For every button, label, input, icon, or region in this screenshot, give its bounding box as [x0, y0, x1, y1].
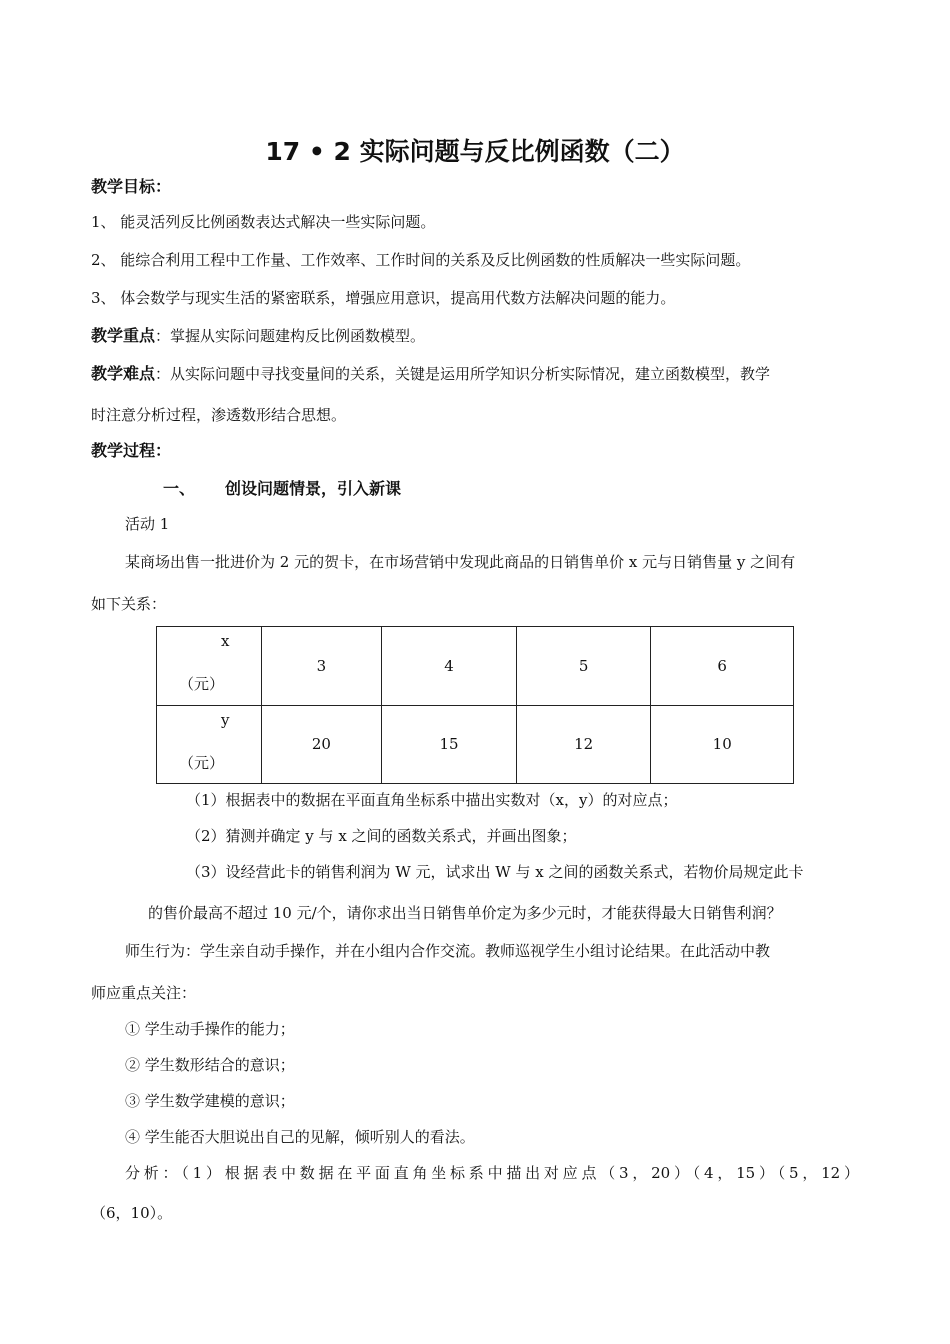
table-cell: 15 — [382, 705, 517, 784]
objectives-heading: 教学目标： — [91, 177, 172, 196]
difficulty-label: 教学难点 — [91, 364, 156, 383]
table-cell: 20 — [261, 705, 382, 784]
row-var: y — [221, 710, 230, 729]
table-cell: 6 — [651, 627, 794, 706]
table-cell: 3 — [261, 627, 382, 706]
difficulty — [91, 364, 859, 384]
difficulty-text: ：从实际问题中寻找变量间的关系，关键是运用所学知识分析实际情况，建立函数模型，教学 — [155, 365, 771, 383]
question-3: （3）设经营此卡的销售利润为 W 元，试求出 W 与 x 之间的函数关系式，若物价局规定此卡 — [186, 863, 804, 881]
table-row — [157, 705, 794, 784]
key-point-text: ：掌握从实际问题建构反比例函数模型。 — [155, 327, 426, 345]
objective-item: 1、 能灵活列反比例函数表达式解决一些实际问题。 — [91, 213, 436, 231]
question-2: （2）猜测并确定 y 与 x 之间的函数关系式，并画出图象； — [186, 827, 577, 845]
analysis-text: 分析：（1）根据表中数据在平面直角坐标系中描出对应点（3，20）（4，15）（5，12） — [125, 1164, 859, 1182]
question-3-cont: 的售价最高不超过 10 元/个，请你求出当日销售单价定为多少元时，才能获得最大日销售利润？ — [148, 904, 782, 922]
question-1: （1）根据表中的数据在平面直角坐标系中描出实数对（x，y）的对应点； — [186, 791, 678, 809]
focus-item: ① 学生动手操作的能力； — [125, 1020, 295, 1038]
problem-text: 某商场出售一批进价为 2 元的贺卡，在市场营销中发现此商品的日销售单价 x 元与日销售量 y 之间有 — [125, 553, 796, 571]
objective-item: 2、 能综合利用工程中工作量、工作效率、工作时间的关系及反比例函数的性质解决一些实际问题。 — [91, 251, 751, 269]
page-title: 17 • 2 实际问题与反比例函数（二） — [265, 137, 685, 166]
row-unit: （元） — [179, 675, 225, 693]
difficulty-text-cont: 时注意分析过程，渗透数形结合思想。 — [91, 406, 347, 424]
row-header-y — [157, 705, 262, 784]
activity-label: 活动 1 — [125, 515, 170, 533]
focus-item: ② 学生数形结合的意识； — [125, 1056, 295, 1074]
key-point — [91, 326, 425, 346]
focus-item: ④ 学生能否大胆说出自己的见解，倾听别人的看法。 — [125, 1128, 475, 1146]
table-cell: 4 — [382, 627, 517, 706]
row-var: x — [221, 632, 230, 650]
teacher-student-text-cont: 师应重点关注： — [91, 984, 197, 1002]
key-point-label: 教学重点 — [91, 326, 156, 345]
row-header-x — [157, 627, 262, 706]
section-number: 一、 — [163, 479, 196, 498]
row-unit: （元） — [179, 753, 225, 772]
teacher-student-text: 师生行为：学生亲自动手操作，并在小组内合作交流。教师巡视学生小组讨论结果。在此活动中教 — [125, 942, 771, 960]
table-cell: 12 — [516, 705, 651, 784]
price-sales-table — [156, 626, 794, 784]
table-cell: 5 — [516, 627, 651, 706]
analysis-text-cont: （6，10）。 — [91, 1204, 173, 1222]
objective-item: 3、 体会数学与现实生活的紧密联系，增强应用意识，提高用代数方法解决问题的能力。 — [91, 289, 676, 307]
problem-text-cont: 如下关系： — [91, 595, 167, 613]
table-cell: 10 — [651, 705, 794, 784]
process-heading: 教学过程： — [91, 441, 172, 460]
focus-item: ③ 学生数学建模的意识； — [125, 1092, 295, 1110]
table-row — [157, 627, 794, 706]
section-title: 创设问题情景，引入新课 — [225, 479, 402, 498]
